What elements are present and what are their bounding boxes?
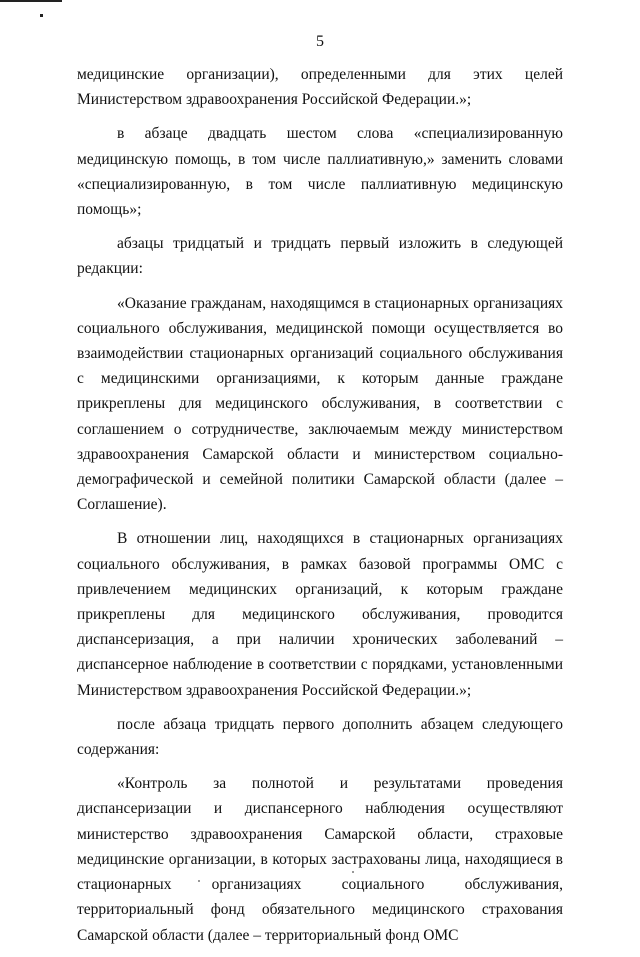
document-body: [77, 62, 563, 957]
scan-edge-mark: [40, 14, 43, 17]
page-number: 5: [316, 33, 324, 50]
paragraph-control: «Контроль за полнотой и результатами проведения диспансеризации и диспансерного наблюдения осуществляют министерство здравоохранения Самарской области, страховые медицинские организации, в которых застрахованы лица, находящиеся в стационарных организациях социального обслуживания, территориальный фонд обязательного медицинского страхования Самарской области (далее – территориальный фонд ОМС: [77, 775, 563, 944]
paragraph-continuation: медицинские организации), определенными для этих целей Министерством здравоохранения Российской Федерации.»;: [77, 66, 563, 109]
paragraph-amendment-26: в абзаце двадцать шестом слова «специализированную медицинскую помощь, в том числе паллиативную,» заменить словами «специализированную, в том числе паллиативную медицинскую помощь»;: [77, 125, 563, 219]
paragraph-dispensary: В отношении лиц, находящихся в стационарных организациях социального обслуживания, в рамках базовой программы ОМС с привлечением медицинских организаций, к которым граждане прикреплены для медицинского обслуживания, проводится диспансеризация, а при наличии хронических заболеваний – диспансерное наблюдение в соответствии с порядками, установленными Министерством здравоохранения Российской Федерации.»;: [77, 530, 563, 699]
paragraph-amendment-30-31: абзацы тридцатый и тридцать первый изложить в следующей редакции:: [77, 235, 563, 278]
paragraph-medical-care: «Оказание гражданам, находящимся в стационарных организациях социального обслуживания, медицинской помощи осуществляется во взаимодействии стационарных организаций социального обслуживания с медицинскими организациями, к которым данные граждане прикреплены для медицинского обслуживания, в соответствии с соглашением о сотрудничестве, заключаемым между министерством здравоохранения Самарской области и министерством социально-демографической и семейной политики Самарской области (далее – Соглашение).: [77, 294, 563, 514]
paragraph-addition: после абзаца тридцать первого дополнить абзацем следующего содержания:: [77, 715, 563, 759]
scan-edge-mark: [0, 0, 62, 2]
